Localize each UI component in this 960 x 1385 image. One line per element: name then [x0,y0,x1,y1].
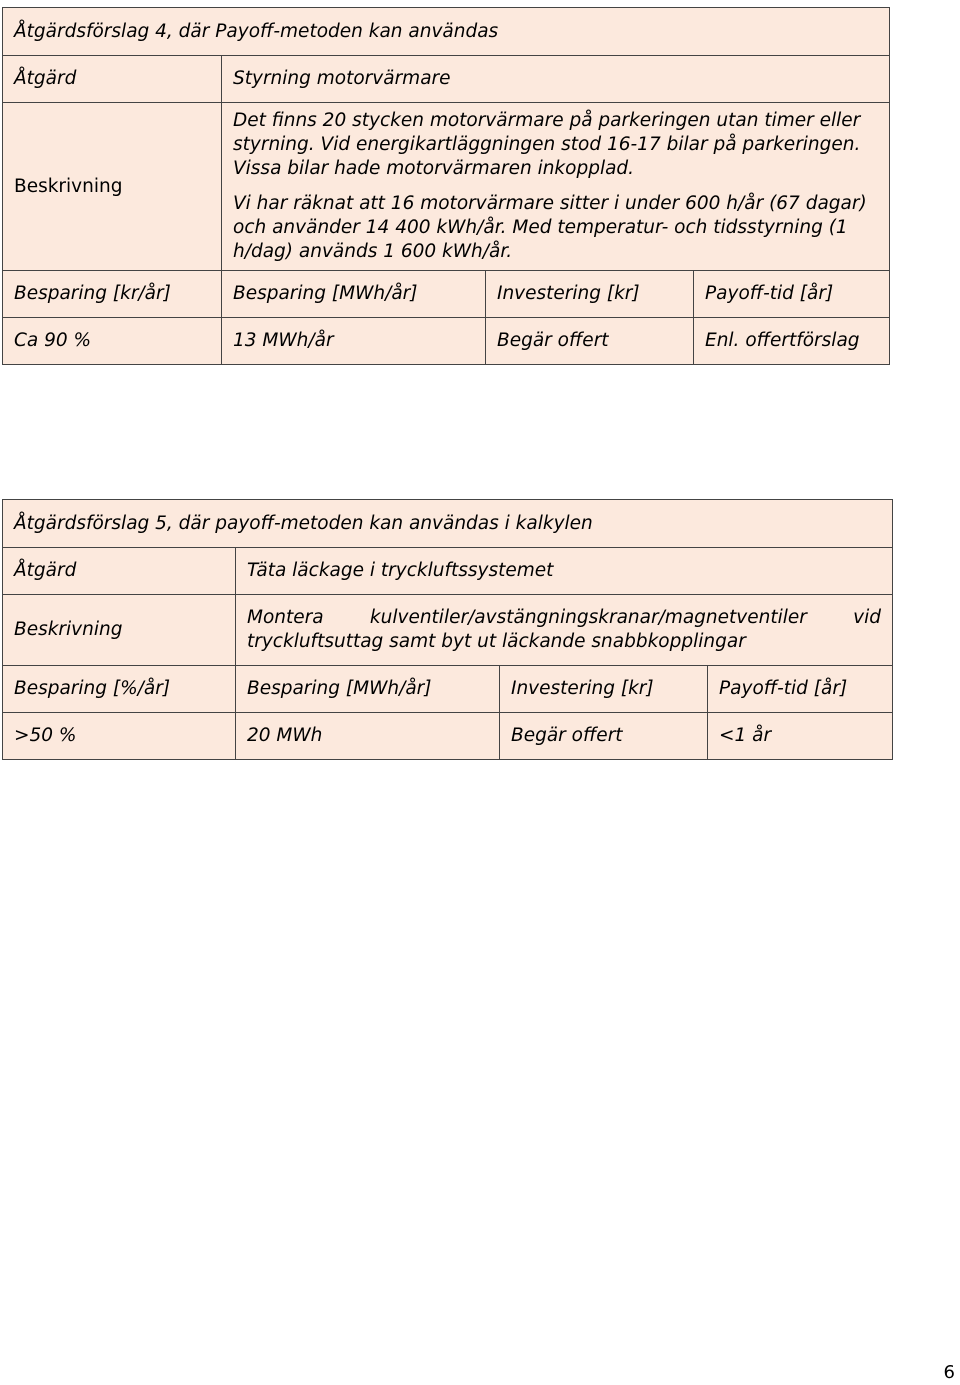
header-cell: Investering [kr] [486,271,694,318]
value-cell: <1 år [708,713,893,760]
beskrivning-value [222,103,890,271]
atgard-label: Åtgärd [3,548,236,595]
header-cell: Besparing [MWh/år] [222,271,486,318]
page-number: 6 [943,1362,955,1383]
table-title: Åtgärdsförslag 4, där Payoff-metoden kan användas [3,8,890,56]
header-cell: Besparing [%/år] [3,666,236,713]
header-cell: Investering [kr] [500,666,708,713]
beskrivning-value [236,595,893,666]
header-cell: Payoff-tid [år] [708,666,893,713]
value-cell: 13 MWh/år [222,318,486,365]
table-title: Åtgärdsförslag 5, där payoff-metoden kan användas i kalkylen [3,500,893,548]
value-cell: Enl. offertförslag [694,318,890,365]
value-cell: 20 MWh [236,713,500,760]
value-cell: >50 % [3,713,236,760]
description-line: Montera kulventiler/avstängningskranar/magnetventiler vid [247,607,882,628]
header-cell: Besparing [MWh/år] [236,666,500,713]
atgard-value: Täta läckage i tryckluftssystemet [236,548,893,595]
value-cell: Ca 90 % [3,318,222,365]
description-line: tryckluftsuttag samt byt ut läckande snabbkopplingar [247,631,746,652]
atgard-label: Åtgärd [3,56,222,103]
measure-table-4 [2,7,890,365]
description-paragraph: Det finns 20 stycken motorvärmare på parkeringen utan timer eller styrning. Vid energikartläggningen stod 16-17 bilar på parkeringen. Vissa bilar hade motorvärmaren inkopplad. [233,110,861,179]
description-paragraph: Vi har räknat att 16 motorvärmare sitter i under 600 h/år (67 dagar) och använder 14 400 kWh/år. Med temperatur- och tidsstyrning (1 h/dag) används 1 600 kWh/år. [233,193,867,262]
beskrivning-label: Beskrivning [3,103,222,271]
value-cell: Begär offert [486,318,694,365]
measure-table-5 [2,499,893,760]
value-cell: Begär offert [500,713,708,760]
header-cell: Besparing [kr/år] [3,271,222,318]
beskrivning-label: Beskrivning [3,595,236,666]
header-cell: Payoff-tid [år] [694,271,890,318]
atgard-value: Styrning motorvärmare [222,56,890,103]
